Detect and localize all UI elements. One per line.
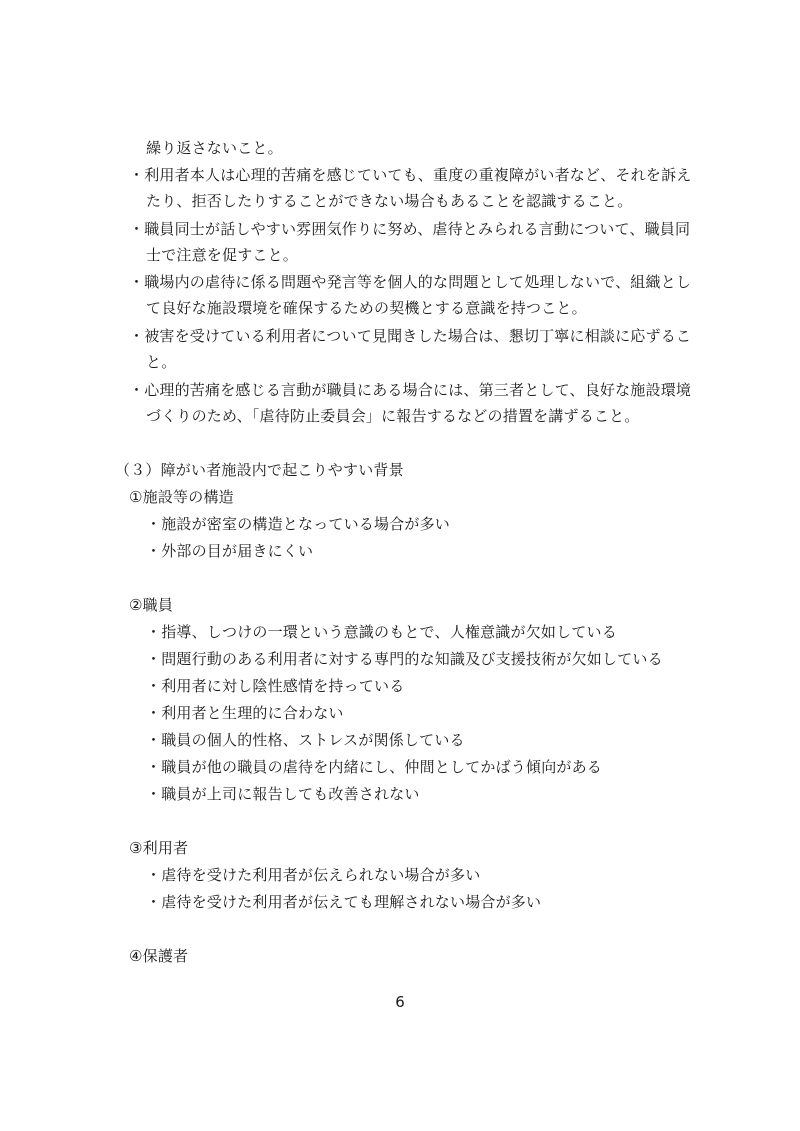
subsection-2-item: ・職員が上司に報告しても改善されない [146, 785, 420, 803]
subsection-4-heading: ④保護者 [129, 947, 189, 965]
subsection-3-item: ・虐待を受けた利用者が伝えても理解されない場合が多い [146, 893, 542, 911]
page-number: 6 [395, 993, 405, 1011]
subsection-2-heading: ②職員 [129, 596, 174, 614]
subsection-1-item: ・施設が密室の構造となっている場合が多い [146, 515, 451, 533]
bullet-1-line-2: たり、拒否したりすることができない場合もあることを認識すること。 [146, 192, 633, 210]
bullet-4-line-2: と。 [146, 353, 177, 371]
bullet-2-line-1: ・職員同士が話しやすい雰囲気作りに努め、虐待とみられる言動について、職員同 [129, 220, 691, 238]
subsection-2-item: ・職員が他の職員の虐待を内緒にし、仲間としてかばう傾向がある [146, 758, 603, 776]
bullet-3-line-2: て良好な施設環境を確保するための契機とする意識を持つこと。 [146, 299, 587, 317]
bullet-5-line-2: づくりのため、「虐待防止委員会」に報告するなどの措置を講ずること。 [146, 407, 640, 425]
intro-continuation: 繰り返さないこと。 [146, 139, 283, 157]
section-3-heading: （３）障がい者施設内で起こりやすい背景 [115, 461, 404, 479]
subsection-2-item: ・指導、しつけの一環という意識のもとで、人権意識が欠如している [146, 623, 617, 641]
bullet-5-line-1: ・心理的苦痛を感じる言動が職員にある場合には、第三者として、良好な施設環境 [129, 381, 692, 399]
subsection-2-item: ・職員の個人的性格、ストレスが関係している [146, 731, 465, 749]
subsection-2-item: ・問題行動のある利用者に対する専門的な知識及び支援技術が欠如している [146, 650, 663, 668]
subsection-1-heading: ①施設等の構造 [129, 488, 234, 506]
bullet-2-line-2: 士で注意を促すこと。 [146, 246, 299, 264]
bullet-4-line-1: ・被害を受けている利用者について見聞きした場合は、懇切丁寧に相談に応ずるこ [129, 327, 692, 345]
subsection-2-item: ・利用者と生理的に合わない [146, 704, 344, 722]
subsection-2-item: ・利用者に対し陰性感情を持っている [146, 677, 405, 695]
subsection-3-heading: ③利用者 [129, 839, 189, 857]
bullet-1-line-1: ・利用者本人は心理的苦痛を感じていても、重度の重複障がい者など、それを訴え [129, 166, 692, 184]
subsection-3-item: ・虐待を受けた利用者が伝えられない場合が多い [146, 866, 481, 884]
subsection-1-item: ・外部の目が届きにくい [146, 542, 314, 560]
bullet-3-line-1: ・職場内の虐待に係る問題や発言等を個人的な問題として処理しないで、組織とし [129, 273, 692, 291]
